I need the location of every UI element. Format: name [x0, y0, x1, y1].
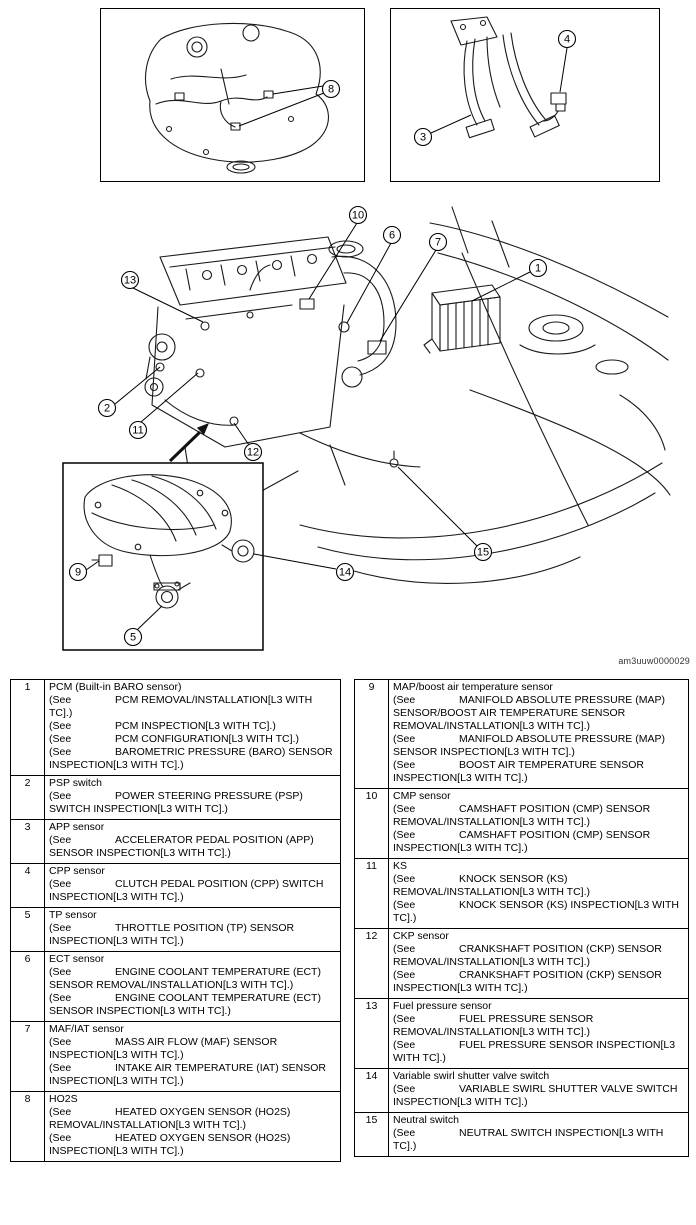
callout-leaders: [239, 86, 324, 126]
sensor-name: Neutral switch: [393, 1114, 459, 1126]
legend-row-12: [355, 929, 689, 999]
legend-row-3: [11, 820, 341, 864]
engine-overview-figure: [0, 195, 696, 665]
sensor-name: CKP sensor: [393, 930, 449, 942]
sensor-name: ECT sensor: [49, 953, 105, 965]
callout-1-label: 1: [534, 262, 542, 275]
see-reference: (See CAMSHAFT POSITION (CMP) SENSOR REMOVAL/INSTALLATION[L3 WITH TC].): [393, 803, 654, 828]
legend-row-number: 11: [355, 859, 389, 929]
legend-row-number: 15: [355, 1113, 389, 1157]
sensor-name: MAF/IAT sensor: [49, 1023, 124, 1035]
legend-row-14: [355, 1069, 689, 1113]
callout-3: [415, 129, 432, 146]
legend-row-number: 10: [355, 789, 389, 859]
see-reference: (See BOOST AIR TEMPERATURE SENSOR INSPECTION[L3 WITH TC].): [393, 759, 647, 784]
sensor-legend-right-table: [354, 679, 689, 1157]
legend-row-text: [389, 859, 689, 929]
callout-10: [350, 207, 367, 224]
see-reference: (See MASS AIR FLOW (MAF) SENSOR INSPECTION[L3 WITH TC].): [49, 1036, 281, 1061]
callout-2-label: 2: [103, 402, 111, 415]
figure-code: am3uuw0000029: [618, 656, 690, 666]
pcm-art: [424, 285, 500, 353]
callout-11-label: 11: [132, 424, 144, 437]
legend-row-number: 9: [355, 680, 389, 789]
callout-12: [245, 444, 262, 461]
see-reference: (See VARIABLE SWIRL SHUTTER VALVE SWITCH INSPECTION[L3 WITH TC].): [393, 1083, 681, 1108]
callout-14: [337, 564, 354, 581]
see-reference: (See CAMSHAFT POSITION (CMP) SENSOR INSPECTION[L3 WITH TC].): [393, 829, 654, 854]
legend-row-7: [11, 1022, 341, 1092]
callout-3-label: 3: [419, 131, 427, 144]
sensor-name: APP sensor: [49, 821, 105, 833]
sensor-name: HO2S: [49, 1093, 78, 1105]
legend-row-text: [45, 820, 341, 864]
legend-row-6: [11, 952, 341, 1022]
legend-row-text: [389, 999, 689, 1069]
callout-9-label: 9: [74, 566, 82, 579]
callout-5: [125, 629, 142, 646]
legend-row-5: [11, 908, 341, 952]
see-reference: (See PCM CONFIGURATION[L3 WITH TC].): [49, 733, 299, 745]
sensor-name: Fuel pressure sensor: [393, 1000, 492, 1012]
callout-6: [384, 227, 401, 244]
legend-row-1: [11, 680, 341, 776]
pedal-detail-figure: [390, 8, 660, 182]
callout-9: [70, 564, 87, 581]
callout-15-label: 15: [476, 546, 490, 559]
legend-row-10: [355, 789, 689, 859]
engine-art: [145, 237, 420, 493]
see-reference: (See HEATED OXYGEN SENSOR (HO2S) REMOVAL/INSTALLATION[L3 WITH TC].): [49, 1106, 294, 1131]
callout-10-label: 10: [351, 209, 365, 222]
legend-row-text: [45, 680, 341, 776]
callout-4-label: 4: [563, 33, 571, 46]
legend-row-text: [389, 680, 689, 789]
see-reference: (See ACCELERATOR PEDAL POSITION (APP) SENSOR INSPECTION[L3 WITH TC].): [49, 834, 317, 859]
legend-row-13: [355, 999, 689, 1069]
legend-row-number: 1: [11, 680, 45, 776]
see-reference: (See THROTTLE POSITION (TP) SENSOR INSPECTION[L3 WITH TC].): [49, 922, 298, 947]
legend-row-text: [45, 864, 341, 908]
legend-row-number: 7: [11, 1022, 45, 1092]
sensor-name: PCM (Built-in BARO sensor): [49, 681, 182, 693]
see-reference: (See CRANKSHAFT POSITION (CKP) SENSOR REMOVAL/INSTALLATION[L3 WITH TC].): [393, 943, 665, 968]
sensor-name: KS: [393, 860, 408, 872]
see-reference: (See INTAKE AIR TEMPERATURE (IAT) SENSOR INSPECTION[L3 WITH TC].): [49, 1062, 329, 1087]
legend-row-text: [389, 789, 689, 859]
see-reference: (See NEUTRAL SWITCH INSPECTION[L3 WITH TC].): [393, 1127, 667, 1152]
callout-6-label: 6: [388, 229, 396, 242]
callout-11: [130, 422, 147, 439]
sensor-legend-left: [10, 679, 341, 1162]
callout-2: [99, 400, 116, 417]
harness-detail-drawing: [101, 9, 364, 181]
see-reference: (See KNOCK SENSOR (KS) REMOVAL/INSTALLATION[L3 WITH TC].): [393, 873, 591, 898]
legend-row-text: [45, 908, 341, 952]
engine-cover-art: [146, 23, 329, 173]
callout-5-label: 5: [129, 631, 137, 644]
see-reference: (See CRANKSHAFT POSITION (CKP) SENSOR INSPECTION[L3 WITH TC].): [393, 969, 665, 994]
legend-row-11: [355, 859, 689, 929]
see-reference: (See FUEL PRESSURE SENSOR REMOVAL/INSTALLATION[L3 WITH TC].): [393, 1013, 597, 1038]
see-reference: (See POWER STEERING PRESSURE (PSP) SWITCH INSPECTION[L3 WITH TC].): [49, 790, 306, 815]
legend-row-text: [389, 1113, 689, 1157]
legend-row-number: 3: [11, 820, 45, 864]
legend-row-number: 2: [11, 776, 45, 820]
pedal-detail-drawing: [391, 9, 659, 181]
callout-12-label: 12: [246, 446, 260, 459]
see-reference: (See KNOCK SENSOR (KS) INSPECTION[L3 WITH TC].): [393, 899, 682, 924]
see-reference: (See MANIFOLD ABSOLUTE PRESSURE (MAP) SENSOR/BOOST AIR TEMPERATURE SENSOR REMOVAL/INSTALLATION[L3 WITH TC].): [393, 694, 668, 732]
callout-13-label: 13: [123, 274, 137, 287]
sensor-name: MAP/boost air temperature sensor: [393, 681, 553, 693]
legend-row-text: [45, 952, 341, 1022]
legend-row-number: 12: [355, 929, 389, 999]
legend-row-9: [355, 680, 689, 789]
callout-15: [475, 544, 492, 561]
legend-row-text: [389, 1069, 689, 1113]
see-reference: (See BAROMETRIC PRESSURE (BARO) SENSOR INSPECTION[L3 WITH TC].): [49, 746, 336, 771]
see-reference: (See FUEL PRESSURE SENSOR INSPECTION[L3 WITH TC].): [393, 1039, 679, 1064]
legend-row-number: 4: [11, 864, 45, 908]
legend-row-text: [389, 929, 689, 999]
legend-row-text: [45, 776, 341, 820]
see-reference: (See ENGINE COOLANT TEMPERATURE (ECT) SENSOR INSPECTION[L3 WITH TC].): [49, 992, 324, 1017]
see-reference: (See PCM INSPECTION[L3 WITH TC].): [49, 720, 276, 732]
sensor-name: PSP switch: [49, 777, 102, 789]
legend-row-text: [45, 1022, 341, 1092]
vehicle-body-art: [300, 207, 670, 583]
legend-row-2: [11, 776, 341, 820]
legend-row-text: [45, 1092, 341, 1162]
harness-detail-figure: [100, 8, 365, 182]
legend-row-number: 14: [355, 1069, 389, 1113]
legend-row-number: 13: [355, 999, 389, 1069]
see-reference: (See ENGINE COOLANT TEMPERATURE (ECT) SENSOR REMOVAL/INSTALLATION[L3 WITH TC].): [49, 966, 324, 991]
legend-row-number: 6: [11, 952, 45, 1022]
sensor-name: CPP sensor: [49, 865, 105, 877]
legend-row-number: 8: [11, 1092, 45, 1162]
callout-8-label: 8: [327, 83, 335, 96]
see-reference: (See MANIFOLD ABSOLUTE PRESSURE (MAP) SENSOR INSPECTION[L3 WITH TC].): [393, 733, 668, 758]
sensor-name: CMP sensor: [393, 790, 451, 802]
callout-1: [530, 260, 547, 277]
legend-row-15: [355, 1113, 689, 1157]
sensor-legend-left-table: [10, 679, 341, 1162]
callout-8: [323, 81, 340, 98]
legend-row-4: [11, 864, 341, 908]
see-reference: (See CLUTCH PEDAL POSITION (CPP) SWITCH INSPECTION[L3 WITH TC].): [49, 878, 327, 903]
callout-4: [559, 31, 576, 48]
sensor-name: TP sensor: [49, 909, 97, 921]
callout-14-label: 14: [338, 566, 352, 579]
legend-row-8: [11, 1092, 341, 1162]
sensor-legend-right: [354, 679, 689, 1157]
legend-row-number: 5: [11, 908, 45, 952]
see-reference: (See PCM REMOVAL/INSTALLATION[L3 WITH TC].): [49, 694, 315, 719]
see-reference: (See HEATED OXYGEN SENSOR (HO2S) INSPECTION[L3 WITH TC].): [49, 1132, 294, 1157]
zoom-arrow: [170, 423, 209, 461]
pedal-art: [451, 17, 566, 138]
callout-7: [430, 234, 447, 251]
callout-7-label: 7: [434, 236, 442, 249]
callout-13: [122, 272, 139, 289]
sensor-name: Variable swirl shutter valve switch: [393, 1070, 550, 1082]
